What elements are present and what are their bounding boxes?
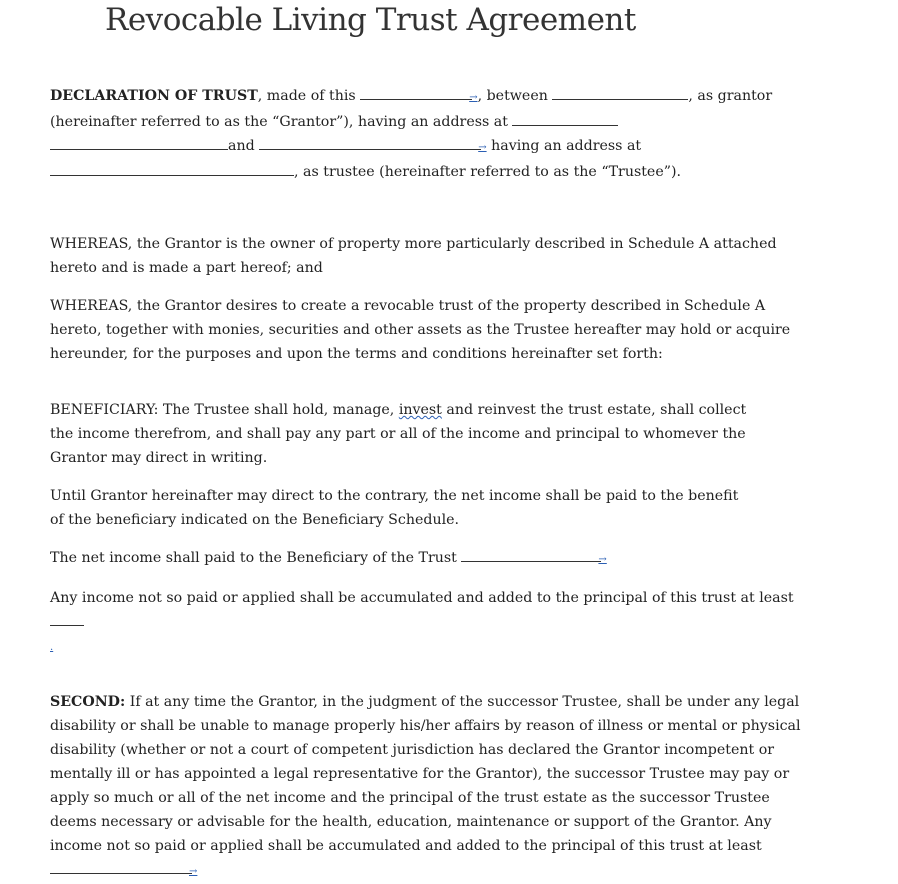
date-blank[interactable] [360,85,472,100]
declaration-heading: DECLARATION OF TRUST [50,88,258,104]
field-marker-icon: → [189,866,198,877]
grantor-address-blank[interactable] [512,111,618,126]
whereas-paragraph-2: WHEREAS, the Grantor desires to create a revocable trust of the property described in Schedule A hereto, together with monies, securities and other assets as the Trustee hereafter may hold or acquire hereunder, for the purposes and upon the terms and conditions hereinafter set forth: [50,298,791,362]
any-income-paragraph [50,586,820,660]
grantor-name-blank[interactable] [552,85,688,100]
second-heading: SECOND: [50,694,126,710]
net-income-text: The net income shall paid to the Beneficiary of the Trust [50,550,457,566]
field-marker-icon: → [469,92,478,103]
field-marker-icon: → [478,142,487,153]
declaration-text: , as grantor [688,88,773,104]
declaration-text: having an address at [486,138,642,154]
field-marker-icon: . [50,642,54,653]
declaration-text: , between [477,88,548,104]
until-paragraph: Until Grantor hereinafter may direct to the contrary, the net income shall be paid to the benefit of the beneficiary indicated on the Beneficiary Schedule. [50,488,739,528]
document-title: Revocable Living Trust Agreement [105,2,636,38]
beneficiary-text: BENEFICIARY: The Trustee shall hold, manage, [50,402,399,418]
any-income-text: Any income not so paid or applied shall be accumulated and added to the principal of this trust at least [50,590,794,606]
document-body [50,84,820,884]
accumulation-period-blank[interactable] [50,611,84,626]
field-marker-icon: → [598,554,607,565]
declaration-paragraph [50,84,820,184]
second-paragraph [50,690,810,884]
address-continued-blank[interactable] [50,135,228,150]
whereas-paragraph-1: WHEREAS, the Grantor is the owner of property more particularly described in Schedule A attached hereto and is made a part hereof; and [50,236,777,276]
trustee-name-blank[interactable] [259,135,481,150]
beneficiary-paragraph [50,398,770,470]
second-text: If at any time the Grantor, in the judgment of the successor Trustee, shall be under any legal disability or shall be unable to manage properly his/her affairs by reason of illness or mental or physical disability (whether or not a court of competent jurisdiction has declared the Grantor incompetent or mentally ill or has appointed a legal representative for the Grantor), the successor Trustee may pay or apply so much or all of the net income and the principal of the trust estate as the successor Trustee deems necessary or advisable for the health, education, maintenance or support of the Grantor. Any income not so paid or applied shall be accumulated and added to the principal of this trust at least [50,694,801,854]
net-income-paragraph [50,546,820,572]
trustee-address-blank[interactable] [50,161,294,176]
declaration-text: and [228,138,255,154]
spelling-flagged-word[interactable]: invest [398,402,442,418]
declaration-text: , made of this [257,88,356,104]
beneficiary-text: and reinvest the trust estate, shall collect the income therefrom, and shall pay any part or all of the income and principal to whomever the Grantor may direct in writing. [50,402,747,466]
second-accumulation-blank[interactable] [50,859,192,874]
declaration-text: (hereinafter referred to as the “Grantor”), having an address at [50,114,508,130]
declaration-text: , as trustee (hereinafter referred to as the “Trustee”). [294,164,682,180]
net-income-blank[interactable] [461,547,601,562]
